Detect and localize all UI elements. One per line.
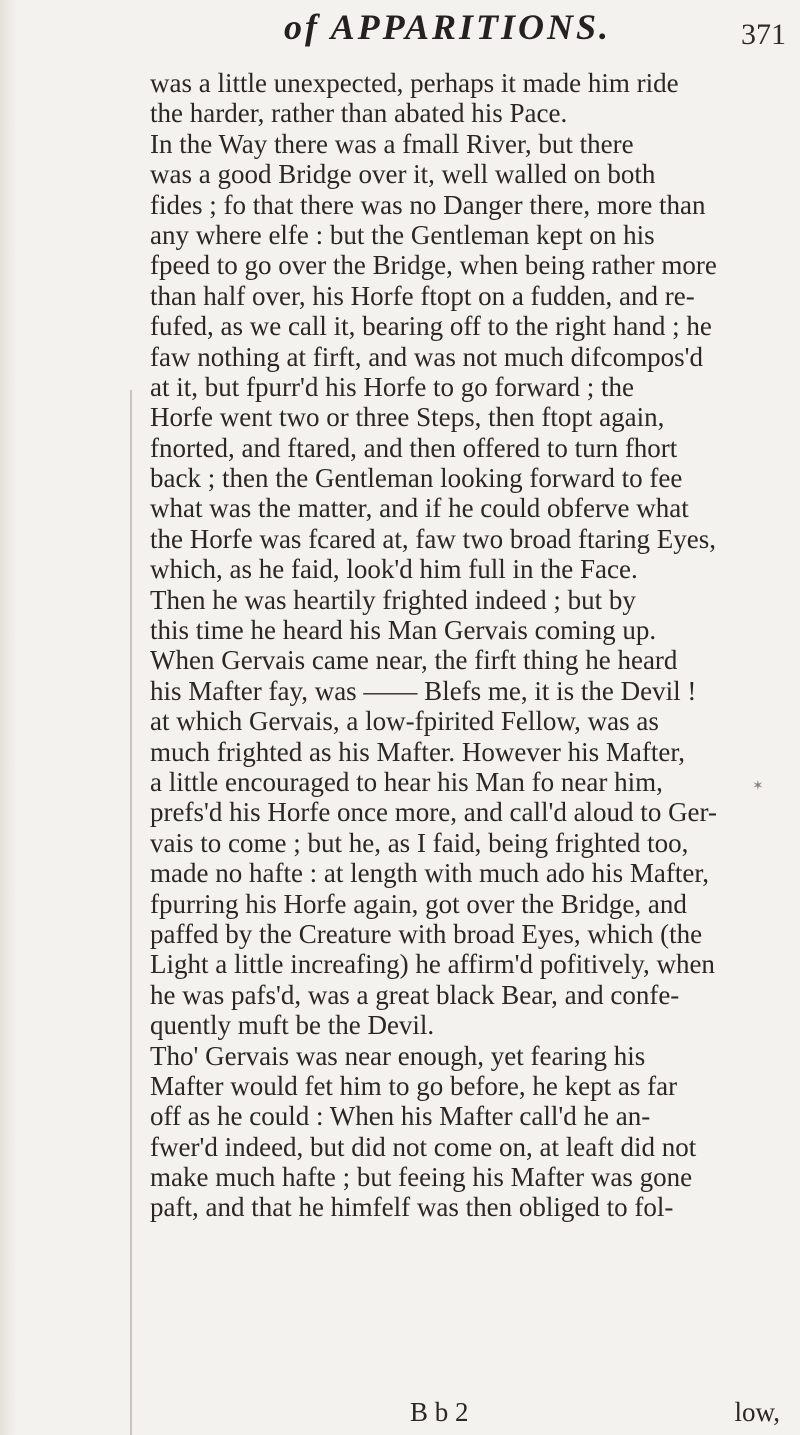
text-line: the Horfe was fcared at, faw two broad ftaring Eyes, (150, 523, 717, 554)
text-line: he was pafs'd, was a great black Bear, and confe- (150, 979, 680, 1010)
text-line: make much hafte ; but feeing his Mafter was gone (150, 1162, 693, 1193)
signature-mark: B b 2 (410, 1397, 469, 1427)
text-line: off as he could : When his Mafter call'd he an- (150, 1101, 651, 1132)
ink-smudge-icon: ✶ (752, 778, 764, 794)
text-line: Mafter would fet him to go before, he kept as far (150, 1070, 678, 1101)
text-line: quently muft be the Devil. (150, 1010, 435, 1041)
text-line: any where elfe : but the Gentleman kept on his (150, 219, 655, 250)
running-title: of APPARITIONS. (283, 7, 612, 47)
text-line: fufed, as we call it, bearing off to the right hand ; he (150, 311, 712, 342)
text-line: fwer'd indeed, but did not come on, at leaft did not (150, 1131, 697, 1162)
margin-shadow-line (130, 390, 132, 1435)
text-line: than half over, his Horfe ftopt on a fudden, and re- (150, 280, 695, 311)
text-line: which, as he faid, look'd him full in the Face. (150, 554, 638, 585)
text-line: vais to come ; but he, as I faid, being frighted too, (150, 827, 689, 858)
page-gutter (0, 0, 18, 1435)
text-line: this time he heard his Man Gervais coming up. (150, 615, 657, 646)
page-footer (150, 1397, 780, 1427)
text-line: In the Way there was a fmall River, but there (150, 128, 634, 159)
text-line: his Mafter fay, was —— Blefs me, it is the Devil ! (150, 675, 697, 706)
page-number: 371 (741, 18, 786, 51)
text-line: fnorted, and ftared, and then offered to turn fhort (150, 432, 678, 463)
text-line: at which Gervais, a low-fpirited Fellow, was as (150, 706, 659, 737)
text-line: Tho' Gervais was near enough, yet fearing his (150, 1040, 646, 1071)
text-line: Light a little increafing) he affirm'd pofitively, when (150, 949, 715, 980)
text-line: much frighted as his Mafter. However his Mafter, (150, 736, 686, 767)
text-line: was a good Bridge over it, well walled on both (150, 159, 656, 190)
text-line: what was the matter, and if he could obferve what (150, 493, 689, 524)
text-line: fides ; fo that there was no Danger there, more than (150, 189, 706, 220)
text-line: was a little unexpected, perhaps it made him ride (150, 68, 679, 98)
text-line: When Gervais came near, the firft thing he heard (150, 645, 678, 676)
text-line: paffed by the Creature with broad Eyes, which (the (150, 918, 703, 949)
text-line: fpurring his Horfe again, got over the Bridge, and (150, 888, 687, 919)
text-line: Then he was heartily frighted indeed ; but by (150, 584, 636, 615)
text-line: prefs'd his Horfe once more, and call'd aloud to Ger- (150, 797, 717, 828)
text-line: Horfe went two or three Steps, then ftopt again, (150, 402, 665, 433)
text-line: fpeed to go over the Bridge, when being rather more (150, 250, 717, 281)
text-line: at it, but fpurr'd his Horfe to go forward ; the (150, 371, 634, 402)
text-line: a little encouraged to hear his Man fo near him, (150, 766, 663, 797)
body-text (150, 68, 780, 1223)
text-line: faw nothing at firft, and was not much difcompos'd (150, 341, 703, 372)
text-line: the harder, rather than abated his Pace. (150, 98, 568, 129)
text-line: made no hafte : at length with much ado his Mafter, (150, 858, 710, 889)
catchword: low, (734, 1397, 780, 1427)
text-line: paft, and that he himfelf was then obliged to fol- (150, 1192, 674, 1223)
running-head (135, 6, 786, 62)
text-line: back ; then the Gentleman looking forward to fee (150, 463, 683, 494)
